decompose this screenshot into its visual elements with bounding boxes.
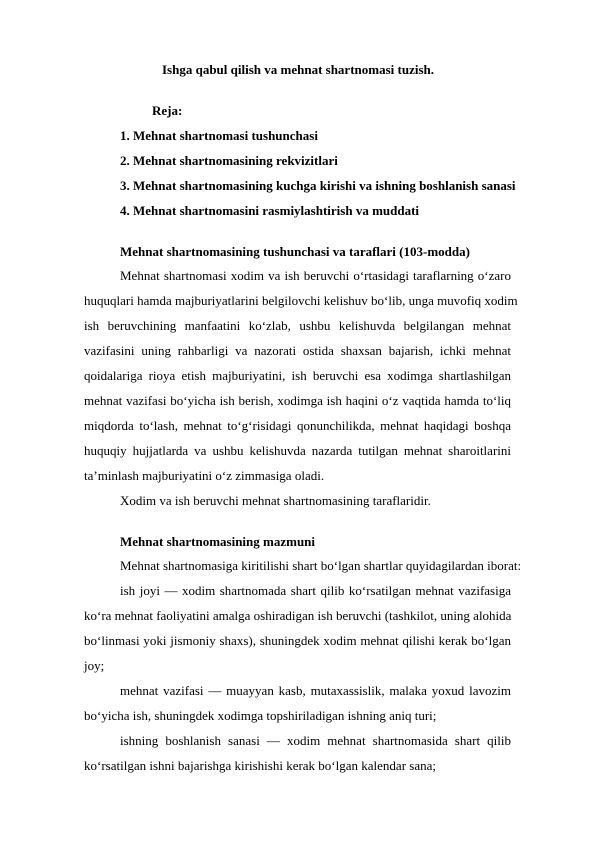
section1-p1-line: mehnat vazifasi bo‘yicha ish berish, xodimga ish haqini o‘z vaqtida hamda to‘liq xyxy=(84,393,511,408)
section2-item1-line: ko‘ra mehnat faoliyatini amalga oshiradigan ish beruvchi (tashkilot, uning alohida xyxy=(84,608,512,623)
section2-heading: Mehnat shartnomasining mazmuni xyxy=(120,534,316,549)
plan-item-1: 1. Mehnat shartnomasi tushunchasi xyxy=(120,128,318,143)
section1-p1-line: ta’minlash majburiyatini o‘z zimmasiga oladi. xyxy=(84,468,325,483)
section1-p1-line: vazifasini uning rahbarligi va nazorati ostida shaxsan bajarish, ichki mehnat xyxy=(84,343,511,358)
section2-item1-line: ish joyi — xodim shartnomada shart qilib ko‘rsatilgan mehnat vazifasiga xyxy=(120,583,511,598)
section1-p1-line: huquqlari hamda majburiyatlarini belgilovchi kelishuv bo‘lib, unga muvofiq xodim xyxy=(84,293,518,308)
page-title: Ishga qabul qilish va mehnat shartnomasi tuzish. xyxy=(162,62,434,77)
section2-item3-line: ko‘rsatilgan ishni bajarishga kirishishi kerak bo‘lgan kalendar sana; xyxy=(84,758,436,773)
plan-item-3: 3. Mehnat shartnomasining kuchga kirishi va ishning boshlanish sanasi xyxy=(120,178,516,193)
plan-heading: Reja: xyxy=(152,103,183,118)
plan-item-4: 4. Mehnat shartnomasini rasmiylashtirish va muddati xyxy=(120,203,420,218)
section1-paragraph2: Xodim va ish beruvchi mehnat shartnomasining taraflaridir. xyxy=(120,493,431,508)
section2-item2-line: mehnat vazifasi — muayyan kasb, mutaxassislik, malaka yoxud lavozim xyxy=(120,683,511,698)
section1-p1-line: huquqiy hujjatlarda va ushbu kelishuvda nazarda tutilgan mehnat sharoitlarini xyxy=(84,443,511,458)
section1-p1-line: qoidalariga rioya etish majburiyatini, ish beruvchi esa xodimga shartlashilgan xyxy=(84,368,511,383)
section2-item1-line: joy; xyxy=(84,658,105,673)
section2-intro: Mehnat shartnomasiga kiritilishi shart bo‘lgan shartlar quyidagilardan iborat: xyxy=(120,558,522,573)
plan-item-2: 2. Mehnat shartnomasining rekvizitlari xyxy=(120,153,338,168)
section1-p1-line: Mehnat shartnomasi xodim va ish beruvchi o‘rtasidagi taraflarning o‘zaro xyxy=(120,268,511,283)
section1-heading: Mehnat shartnomasining tushunchasi va taraflari (103-modda) xyxy=(120,244,470,259)
section1-p1-line: ish beruvchining manfaatini ko‘zlab, ushbu kelishuvda belgilangan mehnat xyxy=(84,318,511,333)
section2-item3-line: ishning boshlanish sanasi — xodim mehnat shartnomasida shart qilib xyxy=(120,733,511,748)
section2-item2-line: bo‘yicha ish, shuningdek xodimga topshiriladigan ishning aniq turi; xyxy=(84,708,437,723)
section2-item1-line: bo‘linmasi yoki jismoniy shaxs), shuningdek xodim mehnat qilishi kerak bo‘lgan xyxy=(84,633,511,648)
section1-p1-line: miqdorda to‘lash, mehnat to‘g‘risidagi qonunchilikda, mehnat haqidagi boshqa xyxy=(84,418,511,433)
